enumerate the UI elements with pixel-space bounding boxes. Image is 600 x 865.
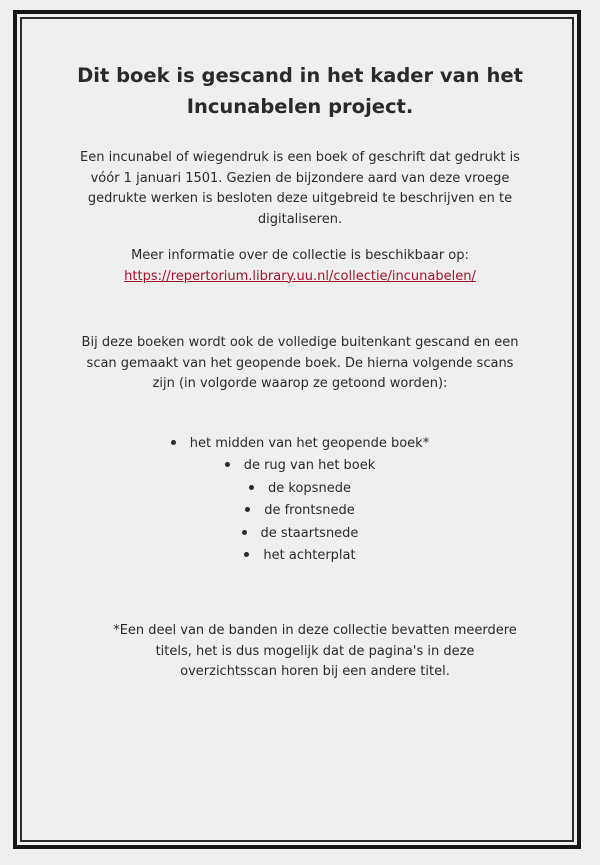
scans-paragraph — [60, 333, 540, 395]
bullet-icon — [244, 552, 249, 557]
footnote-line-1: *Een deel van de banden in deze collectie bevatten meerdere — [113, 623, 517, 638]
list-item — [60, 433, 540, 456]
scans-line-1: Bij deze boeken wordt ook de volledige buitenkant gescand en een — [81, 335, 519, 350]
footnote-line-2: titels, het is dus mogelijk dat de pagina's in deze — [155, 643, 475, 659]
list-item-label: de kopsnede — [268, 480, 351, 496]
scan-order-list — [60, 433, 540, 568]
info-text: Meer informatie over de collectie is beschikbaar op: — [131, 248, 469, 263]
bullet-icon — [242, 530, 247, 535]
info-paragraph — [60, 246, 540, 287]
title-line-2: Incunabelen project. — [186, 95, 414, 118]
page-title — [60, 60, 540, 122]
bullet-icon — [225, 462, 230, 467]
intro-line-1: Een incunabel of wiegendruk is een boek of geschrift dat gedrukt is — [80, 150, 520, 165]
footnote-line-3: overzichtsscan horen bij een andere titel. — [180, 664, 450, 679]
list-item — [60, 500, 540, 523]
list-item-label: het midden van het geopende boek* — [189, 435, 430, 451]
list-item-label: de frontsnede — [264, 503, 355, 518]
intro-paragraph — [60, 148, 540, 230]
scans-line-3: zijn (in volgorde waarop ze getoond worden): — [152, 376, 448, 391]
intro-line-3: gedrukte werken is besloten deze uitgebreid te beschrijven en te — [87, 191, 513, 206]
title-line-1: Dit boek is gescand in het kader van het — [77, 64, 523, 87]
list-item-label: de staartsnede — [260, 525, 359, 541]
scans-line-2: scan gemaakt van het geopende boek. De hierna volgende scans — [86, 355, 514, 371]
bullet-icon — [249, 485, 254, 490]
footnote — [95, 621, 535, 683]
bullet-icon — [171, 440, 176, 445]
list-item-label: het achterplat — [263, 548, 356, 563]
content-area — [60, 60, 540, 568]
list-item-label: de rug van het boek — [243, 458, 376, 473]
list-item — [60, 455, 540, 478]
list-item — [60, 478, 540, 501]
list-item — [60, 523, 540, 546]
bullet-icon — [245, 507, 250, 512]
intro-line-4: digitaliseren. — [257, 211, 343, 227]
collection-link[interactable]: https://repertorium.library.uu.nl/collectie/incunabelen/ — [124, 268, 476, 284]
list-item — [60, 545, 540, 568]
intro-line-2: vóór 1 januari 1501. Gezien de bijzondere aard van deze vroege — [90, 170, 510, 186]
